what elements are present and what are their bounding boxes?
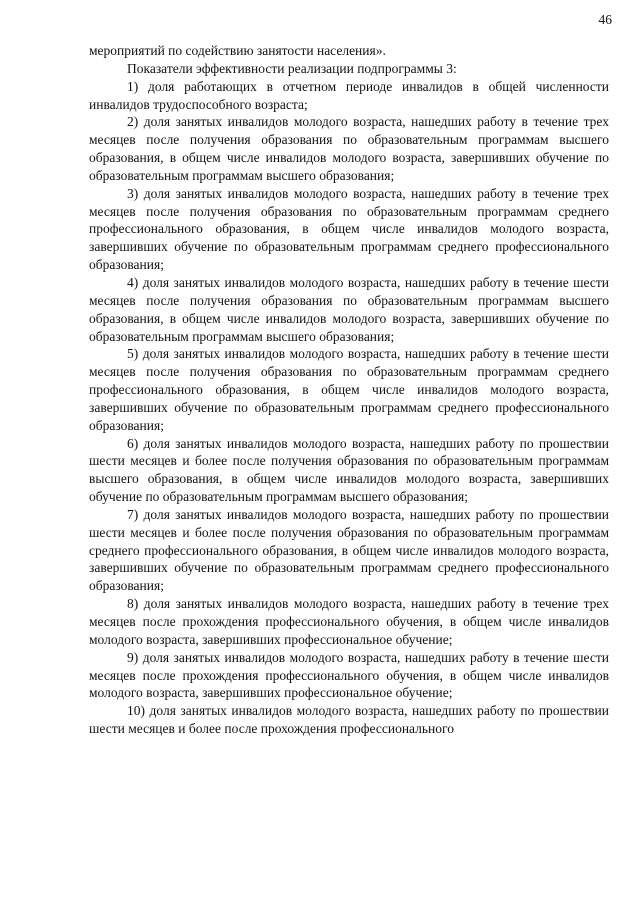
paragraph-continuation: мероприятий по содействию занятости населения». <box>89 43 386 58</box>
list-item-4: 4) доля занятых инвалидов молодого возраста, нашедших работу в течение шести месяцев после получения образования по образовательным программам высшего образования, в общем числе инвалидов молодого возраста, завершивших обучение по образовательным программам высшего образования; <box>89 274 609 344</box>
page-number: 46 <box>598 12 612 27</box>
document-body <box>89 42 609 738</box>
list-item-5: 5) доля занятых инвалидов молодого возраста, нашедших работу в течение шести месяцев после получения образования по образовательным программам среднего профессионального образования, в общем числе инвалидов молодого возраста, завершивших обучение по образовательным программам среднего профессионального образования; <box>89 346 609 433</box>
list-item-3: 3) доля занятых инвалидов молодого возраста, нашедших работу в течение трех месяцев после получения образования по образовательным программам среднего профессионального образования, в общем числе инвалидов молодого возраста, завершивших обучение по образовательным программам среднего профессионального образования; <box>89 185 609 273</box>
list-item-8: 8) доля занятых инвалидов молодого возраста, нашедших работу в течение трех месяцев после прохождения профессионального обучения, в общем числе инвалидов молодого возраста, завершивших профессиональное обучение; <box>89 596 609 647</box>
paragraph-indicators-heading: Показатели эффективности реализации подпрограммы 3: <box>127 60 457 76</box>
list-item-1: 1) доля работающих в отчетном периоде инвалидов в общей численности инвалидов трудоспособного возраста; <box>89 78 609 112</box>
list-item-9: 9) доля занятых инвалидов молодого возраста, нашедших работу в течение шести месяцев после прохождения профессионального обучения, в общем числе инвалидов молодого возраста, завершивших профессиональное обучение; <box>89 649 609 701</box>
list-item-10: 10) доля занятых инвалидов молодого возраста, нашедших работу по прошествии шести месяцев и более после прохождения профессионального <box>89 703 609 737</box>
list-item-2: 2) доля занятых инвалидов молодого возраста, нашедших работу в течение трех месяцев после получения образования по образовательным программам высшего образования, в общем числе инвалидов молодого возраста, завершивших обучение по образовательным программам высшего образования; <box>89 114 609 183</box>
list-item-7: 7) доля занятых инвалидов молодого возраста, нашедших работу по прошествии шести месяцев и более после получения образования по образовательным программам среднего профессионального образования, в общем числе инвалидов молодого возраста, завершивших обучение по образовательным программам среднего профессионального образования; <box>89 506 609 594</box>
list-item-6: 6) доля занятых инвалидов молодого возраста, нашедших работу по прошествии шести месяцев и более после получения образования по образовательным программам высшего образования, в общем числе инвалидов молодого возраста, завершивших обучение по образовательным программам высшего образования; <box>89 435 609 505</box>
